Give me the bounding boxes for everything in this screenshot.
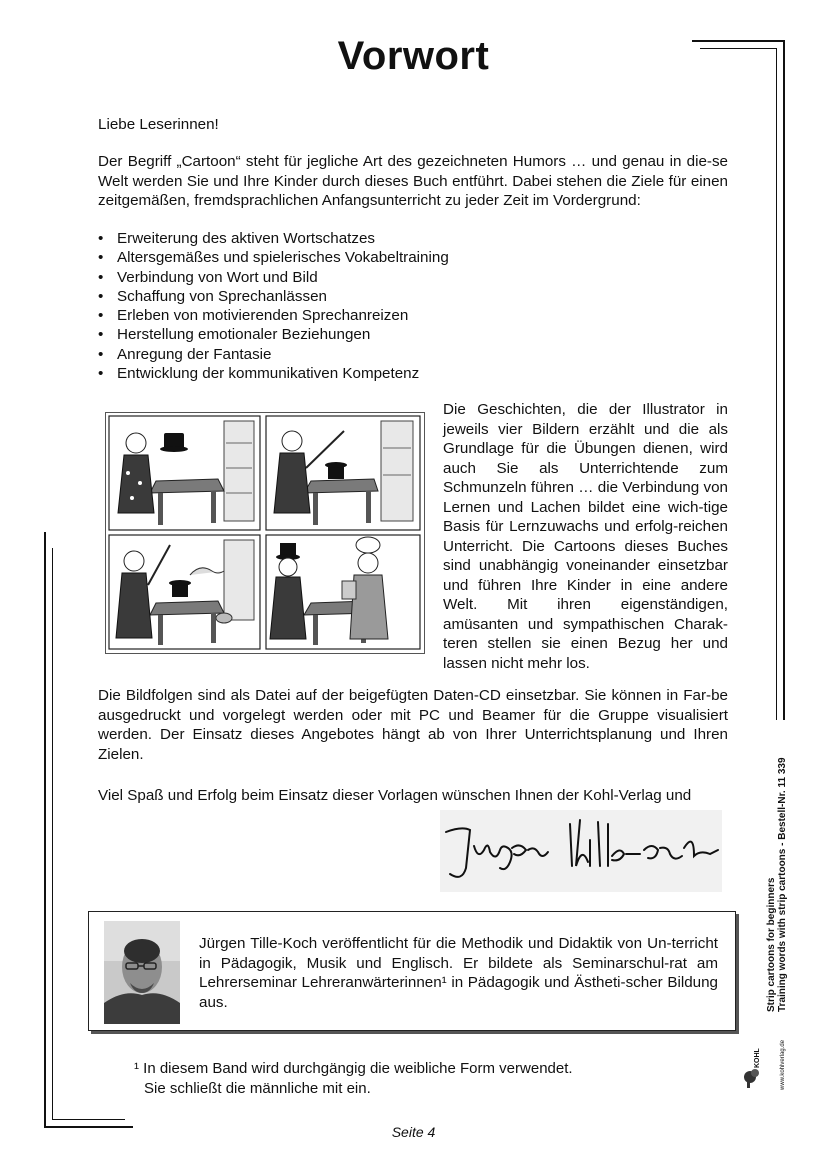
story-paragraph: Die Geschichten, die der Illustrator in jeweils vier Bildern erzählt und die als Grundlage für die Übungen dienen, wird auch Sie als Unterrichtende zum Schmunzeln führen … die Verbindung von Lernen und Lachen bildet eine wich-tige Basis für Lernzuwachs und erfolg-reichen Unterricht. Die Cartoons dieses Buches sind unabhängig voneinander einsetzbar und führen Ihre Kinder in eine andere Welt. Mit ihren eigenständigen, amüsanten und sympathischen Charak-teren stellen sie einen Bezug her und lassen nicht mehr los. [443,401,728,672]
page-title: Vorwort [337,34,490,78]
panel-2 [274,421,413,525]
footnote [134,1059,573,1099]
author-bio-text: Jürgen Tille-Koch veröffentlicht für die Methodik und Didaktik von Un-terricht in Pädagogik, Musik und Englisch. Er bildete als Seminarschul-rat am Lehrerseminar Lehreranwärterinnen¹ in Pädagogik und Ästheti-scher Bildung aus. [199,935,718,1011]
list-item: • Erleben von motivierenden Sprechanreizen [98,306,728,325]
cartoon-strip-image [105,412,425,654]
list-item: • Verbindung von Wort und Bild [98,268,728,287]
author-photo [104,921,180,1024]
list-item: • Erweiterung des aktiven Wortschatzes [98,229,728,248]
footnote-line-1: ¹ In diesem Band wird durchgängig die weibliche Form verwendet. [134,1060,573,1077]
cartoon-drawing [106,413,424,653]
panel-1 [118,421,254,525]
publisher-url: www.kohlverlag.de [780,1039,786,1090]
frame-bottom-left-horizontal-inner [52,1119,125,1120]
files-paragraph: Die Bildfolgen sind als Datei auf der beigefügten Daten-CD einsetzbar. Sie können in Far-be ausgedruckt und vorgelegt werden oder mit PC und Beamer für die Gruppe visualisiert werden. Der Einsatz dieses Angebotes hängt ab von Ihrer Unterrichtsplanung und Ihren Zielen. [98,687,728,763]
page-number: Seite 4 [391,1124,436,1140]
frame-bottom-left-vertical-inner [52,548,53,1120]
list-item: • Altersgemäßes und spielerisches Vokabeltraining [98,248,728,267]
footnote-line-2: Sie schließt die männliche mit ein. [144,1080,371,1097]
intro-paragraph: Der Begriff „Cartoon“ steht für jegliche Art des gezeichneten Humors … und genau in die-se Welt werden Sie und Ihre Kinder durch dieses Buch entführt. Dabei stehen die Ziele für einen zeitgemäßen, fremdsprachlichen Anfangsunterricht zu jeder Zeit im Vordergrund: [98,153,728,209]
panel-4 [270,537,388,645]
list-item: • Herstellung emotionaler Beziehungen [98,325,728,344]
series-title: Strip cartoons for beginners [766,877,777,1012]
signature-scribble [440,810,722,892]
series-subtitle-order-number: Training words with strip cartoons - Bestell-Nr. 11 339 [777,757,788,1012]
list-item: • Schaffung von Sprechanlässen [98,287,728,306]
closing-line: Viel Spaß und Erfolg beim Einsatz dieser Vorlagen wünschen Ihnen der Kohl-Verlag und [98,787,692,804]
publisher-logo-graphic [742,1022,794,1092]
series-info-vertical [766,757,788,1012]
signature-image [440,810,722,892]
publisher-name: KOHL [754,1048,761,1068]
list-item: • Anregung der Fantasie [98,345,728,364]
panel-3 [116,540,254,645]
greeting: Liebe Leserinnen! [98,116,219,133]
frame-top-right-vertical-outer [783,40,785,720]
frame-bottom-left-vertical-outer [44,532,46,1128]
goals-list [98,229,728,383]
author-portrait [104,921,180,1024]
publisher-logo [742,1022,794,1092]
list-item: • Entwicklung der kommunikativen Kompetenz [98,364,728,383]
frame-top-right-vertical-inner [776,48,777,720]
